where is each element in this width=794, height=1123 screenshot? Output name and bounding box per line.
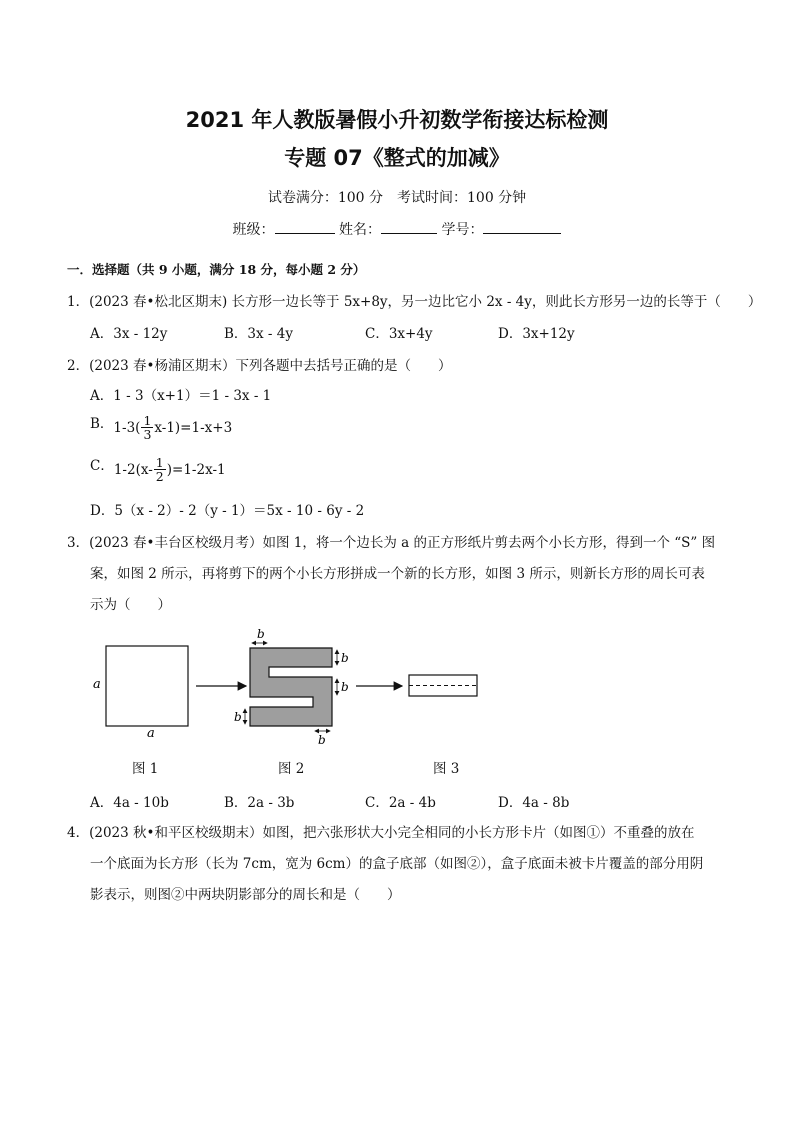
fig3-caption: 图 3 (433, 761, 460, 777)
fig2-s-shape (250, 648, 332, 726)
fig2-label-b-right-top: b (341, 651, 349, 665)
q2-option-c-pre: 1-2(x- (113, 461, 153, 478)
q3-figure (0, 625, 794, 745)
fraction-numerator: 1 (143, 413, 152, 428)
name-label: 姓名： (339, 222, 381, 238)
exam-meta: 试卷满分：100 分 考试时间：100 分钟 (267, 190, 527, 206)
fig2-label-b-left: b (234, 710, 242, 724)
fig2-label-b-bottom: b (318, 733, 326, 745)
exam-subtitle: 专题 07《整式的加减》 (284, 146, 510, 170)
q2-option-d[interactable]: D．5（x - 2）- 2（y - 1）＝5x - 10 - 6y - 2 (90, 503, 365, 519)
q2-option-b[interactable] (90, 414, 232, 441)
q2-option-c-post: )=1-2x-1 (166, 461, 226, 478)
q2-option-b-pre: 1-3( (113, 419, 141, 436)
student-info-row (0, 219, 794, 239)
q2-option-c-fraction (154, 456, 166, 483)
q4-line-2: 一个底面为长方形（长为 7cm，宽为 6cm）的盒子底部（如图②），盒子底面未被卡片覆盖的部分用阴 (90, 856, 704, 872)
class-blank[interactable] (275, 219, 335, 234)
q3-option-c[interactable]: C．2a - 4b (365, 795, 436, 811)
q3-option-a[interactable]: A．4a - 10b (90, 795, 169, 811)
q2-stem: 2．(2023 春•杨浦区期末）下列各题中去括号正确的是（ ） (67, 358, 452, 374)
fig1-side-label-a: a (93, 677, 101, 692)
fig1-caption: 图 1 (132, 761, 159, 777)
q3-option-d[interactable]: D．4a - 8b (498, 795, 570, 811)
fig2-label-b-top: b (257, 627, 265, 641)
q2-option-c-label: C． (90, 457, 114, 474)
class-label: 班级： (232, 222, 275, 238)
q3-line-3: 示为（ ） (90, 597, 171, 613)
q1-stem: 1．(2023 春•松北区期末) 长方形一边长等于 5x+8y，另一边比它小 2x - 4y，则此长方形另一边的长等于（ ） (67, 294, 762, 310)
q4-line-3: 影表示，则图②中两块阴影部分的周长和是（ ） (90, 887, 401, 903)
name-blank[interactable] (381, 219, 437, 234)
q1-option-d[interactable]: D．3x+12y (498, 326, 575, 342)
q2-option-b-post: x-1)=1-x+3 (154, 419, 233, 436)
exam-title: 2021 年人教版暑假小升初数学衔接达标检测 (185, 108, 609, 132)
fraction-numerator: 1 (155, 455, 164, 470)
q2-option-c[interactable] (90, 456, 226, 483)
id-blank[interactable] (483, 219, 561, 234)
q3-line-1: 3．(2023 春•丰台区校级月考）如图 1，将一个边长为 a 的正方形纸片剪去两个小长方形，得到一个 “S” 图 (67, 535, 716, 551)
q2-option-a[interactable]: A．1 - 3（x+1）＝1 - 3x - 1 (90, 388, 272, 404)
q1-option-b[interactable]: B．3x - 4y (224, 326, 293, 342)
id-label: 学号： (441, 222, 484, 238)
fig2-label-b-right-mid: b (341, 680, 349, 694)
section-title: 一．选择题（共 9 小题，满分 18 分，每小题 2 分） (67, 262, 366, 277)
fig2-caption: 图 2 (278, 761, 305, 777)
fraction-denominator: 2 (155, 469, 164, 484)
q3-line-2: 案，如图 2 所示，再将剪下的两个小长方形拼成一个新的长方形，如图 3 所示，则新长方形的周长可表 (90, 566, 705, 582)
q1-option-a[interactable]: A．3x - 12y (90, 326, 168, 342)
fig1-bottom-label-a: a (147, 726, 155, 741)
fig1-square (106, 646, 188, 726)
q2-option-b-fraction (141, 414, 153, 441)
q1-option-c[interactable]: C．3x+4y (365, 326, 433, 342)
q2-option-b-label: B． (90, 415, 114, 432)
fraction-denominator: 3 (143, 427, 152, 442)
q3-option-b[interactable]: B．2a - 3b (224, 795, 295, 811)
q4-line-1: 4．(2023 秋•和平区校级期末）如图，把六张形状大小完全相同的小长方形卡片（如图①）不重叠的放在 (67, 825, 695, 841)
